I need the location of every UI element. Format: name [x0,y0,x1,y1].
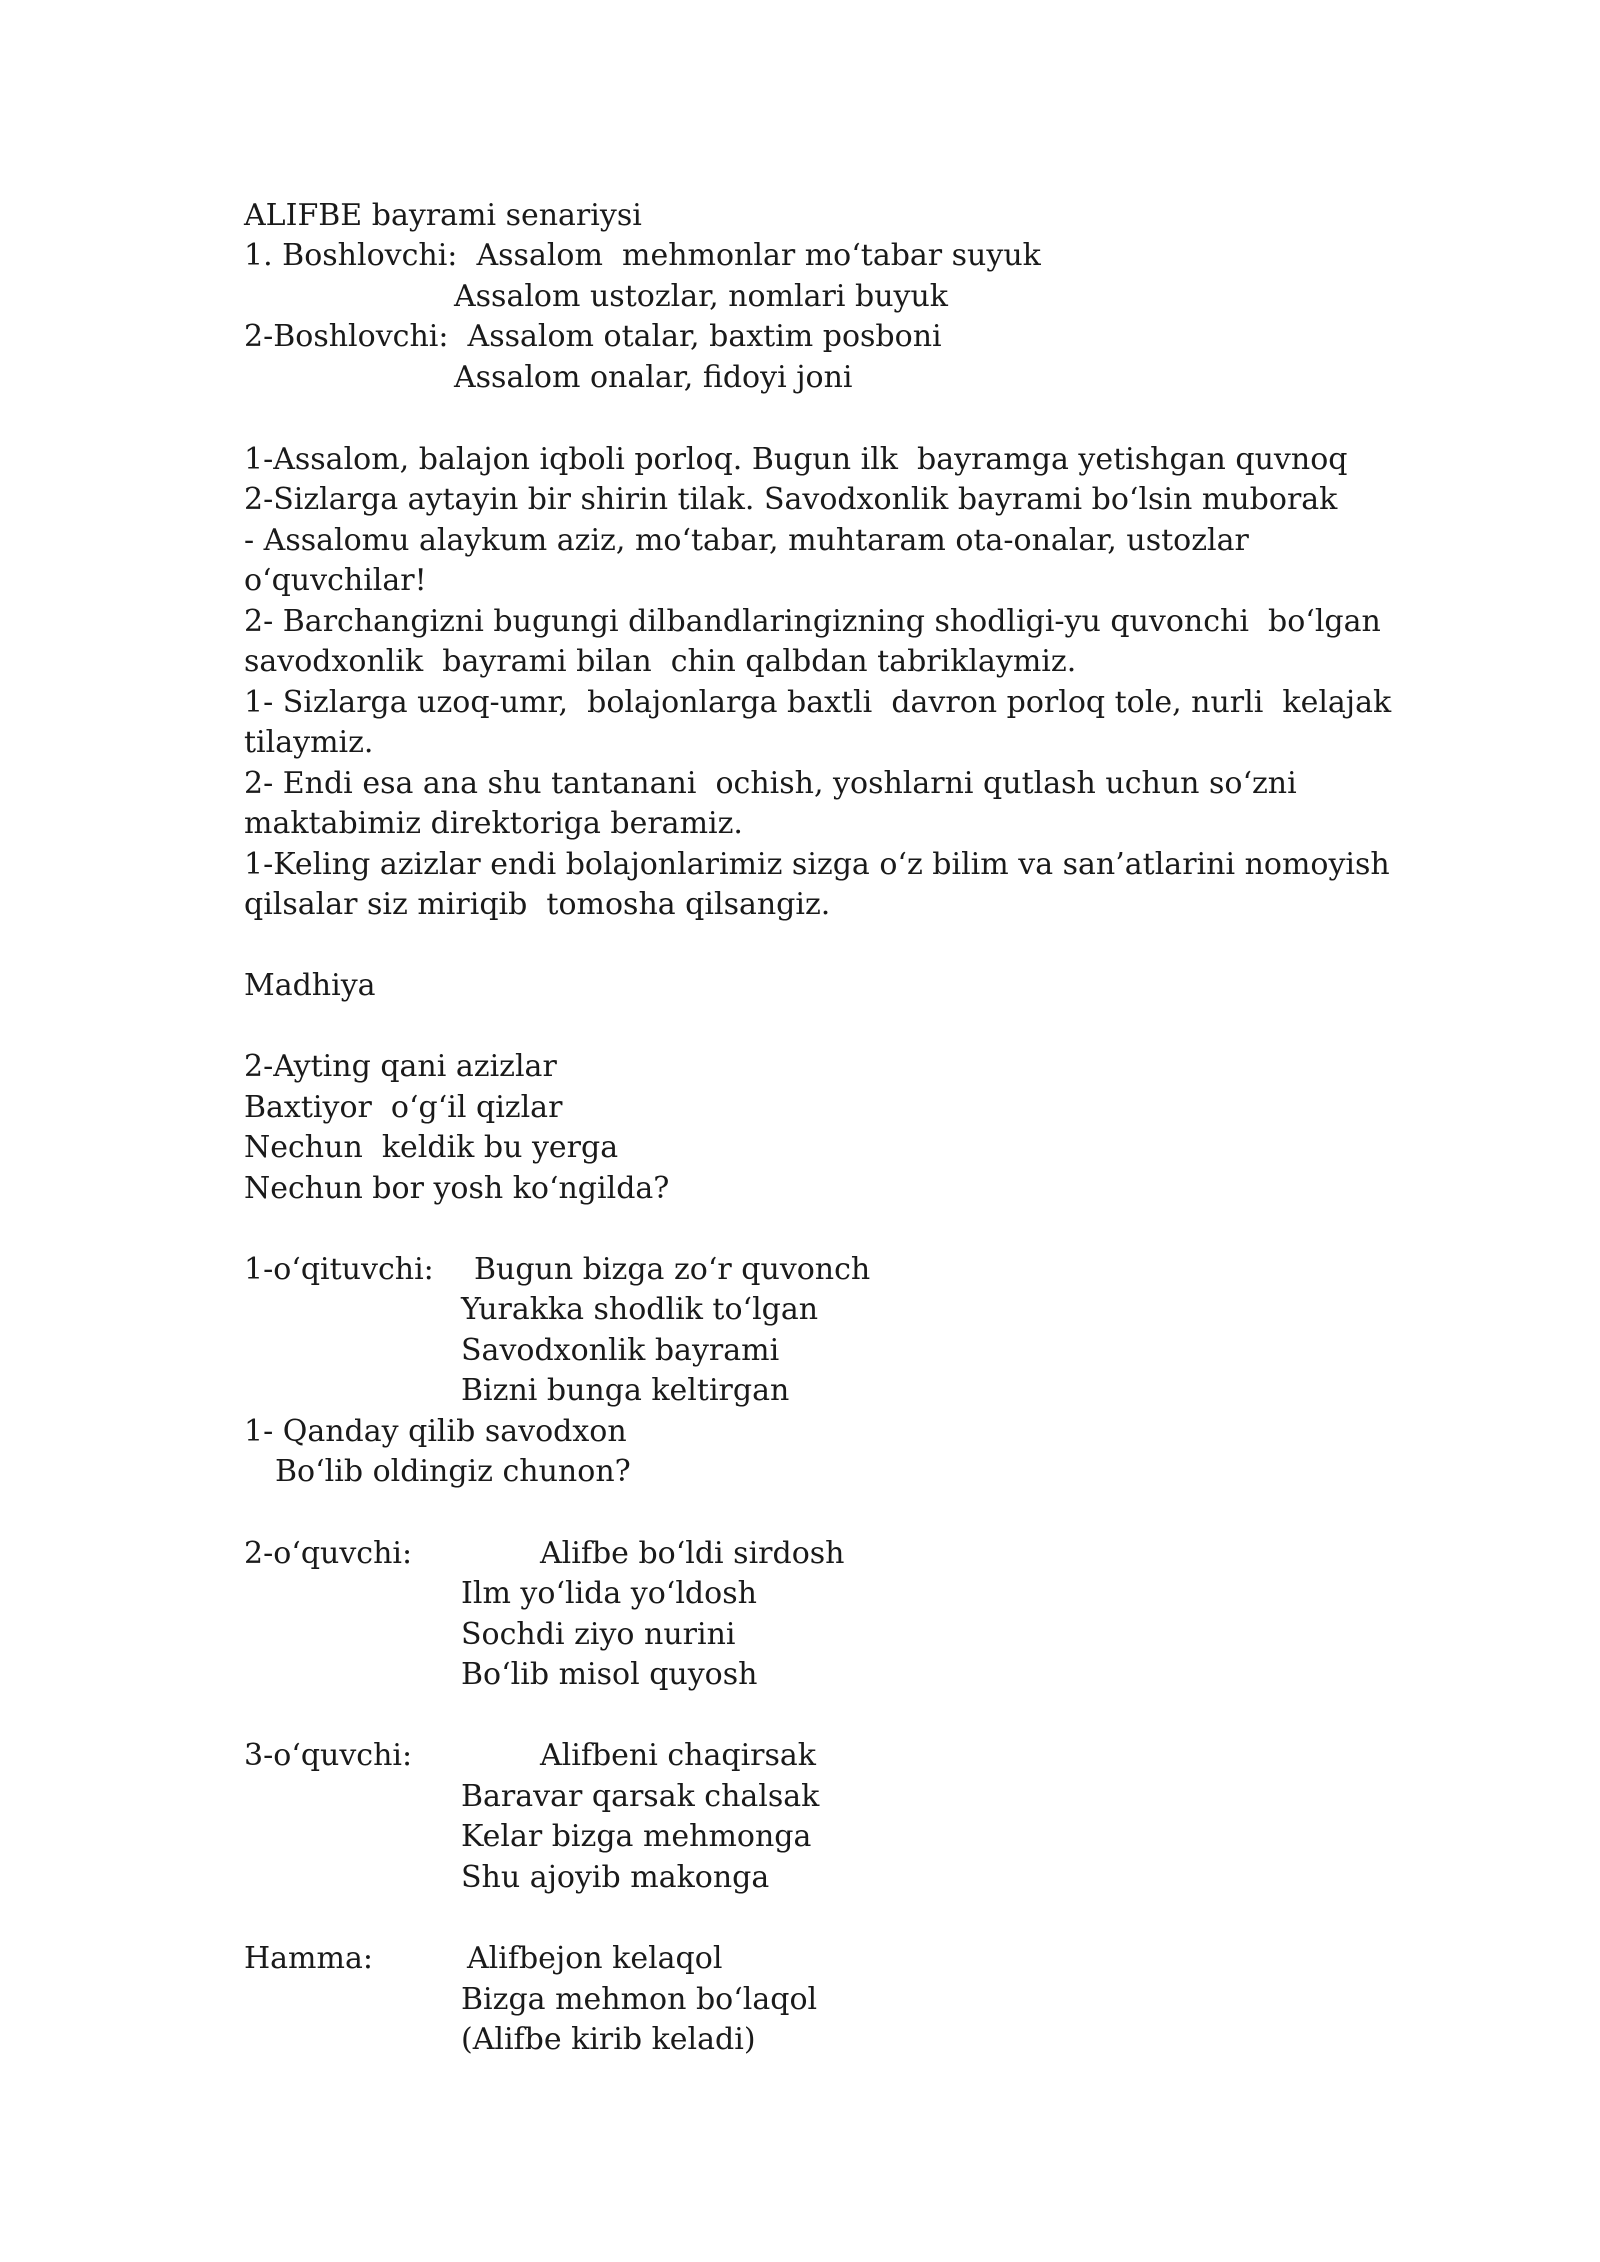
text-line: Nechun keldik bu yerga [244,1130,619,1165]
text-line: 1-Assalom, balajon iqboli porloq. Bugun ilk bayramga yetishgan quvnoq [244,442,1348,477]
verse-line: Kelar bizga mehmonga [461,1819,812,1854]
text-line: Assalom onalar, fidoyi joni [454,360,853,395]
verse-line: Shu ajoyib makonga [461,1860,770,1895]
text-line: 2- Endi esa ana shu tantanani ochish, yoshlarni qutlash uchun so‘zni [244,766,1297,801]
text-line: Assalom ustozlar, nomlari buyuk [454,279,948,314]
speaker-label: Hamma: [244,1941,373,1976]
text-line: 2-Boshlovchi: Assalom otalar, baxtim posboni [244,319,942,354]
verse-line: Alifbe bo‘ldi sirdosh [540,1536,845,1571]
text-line: Nechun bor yosh ko‘ngilda? [244,1171,670,1206]
text-line: 1-Keling azizlar endi bolajonlarimiz sizga o‘z bilim va san’atlarini nomoyish [244,847,1390,882]
stage-direction: (Alifbe kirib keladi) [461,2022,756,2057]
text-line: 1. Boshlovchi: Assalom mehmonlar mo‘tabar suyuk [244,238,1041,273]
document-title: ALIFBE bayrami senariysi [244,198,642,233]
verse-line: Bo‘lib misol quyosh [461,1657,758,1692]
verse-line: Alifbeni chaqirsak [540,1738,816,1773]
text-line: Bo‘lib oldingiz chunon? [275,1454,631,1489]
text-line: 2-Sizlarga aytayin bir shirin tilak. Savodxonlik bayrami bo‘lsin muborak [244,482,1338,517]
text-line: 2-Ayting qani azizlar [244,1049,557,1084]
text-line: Baxtiyor o‘g‘il qizlar [244,1090,563,1125]
verse-line: Alifbejon kelaqol [467,1941,723,1976]
verse-line: Yurakka shodlik to‘lgan [461,1292,819,1327]
text-line: o‘quvchilar! [244,563,427,598]
verse-line: Bugun bizga zo‘r quvonch [474,1252,871,1287]
text-line: - Assalomu alaykum aziz, mo‘tabar, muhtaram ota-onalar, ustozlar [244,523,1249,558]
verse-line: Bizni bunga keltirgan [461,1373,790,1408]
speaker-label: 2-o‘quvchi: [244,1536,413,1571]
speaker-label: 1-o‘qituvchi: [244,1252,434,1287]
text-line: 1- Sizlarga uzoq-umr, bolajonlarga baxtli davron porloq tole, nurli kelajak [244,685,1392,720]
text-line: savodxonlik bayrami bilan chin qalbdan tabriklaymiz. [244,644,1077,679]
text-line: 1- Qanday qilib savodxon [244,1414,627,1449]
text-line: 2- Barchangizni bugungi dilbandlaringizning shodligi-yu quvonchi bo‘lgan [244,604,1381,639]
verse-line: Sochdi ziyo nurini [461,1617,736,1652]
speaker-label: 3-o‘quvchi: [244,1738,413,1773]
section-heading: Madhiya [244,968,376,1003]
verse-line: Ilm yo‘lida yo‘ldosh [461,1576,757,1611]
verse-line: Baravar qarsak chalsak [461,1779,820,1814]
text-line: maktabimiz direktoriga beramiz. [244,806,743,841]
verse-line: Savodxonlik bayrami [461,1333,780,1368]
verse-line: Bizga mehmon bo‘laqol [461,1982,818,2017]
text-line: qilsalar siz miriqib tomosha qilsangiz. [244,887,831,922]
text-line: tilaymiz. [244,725,374,760]
